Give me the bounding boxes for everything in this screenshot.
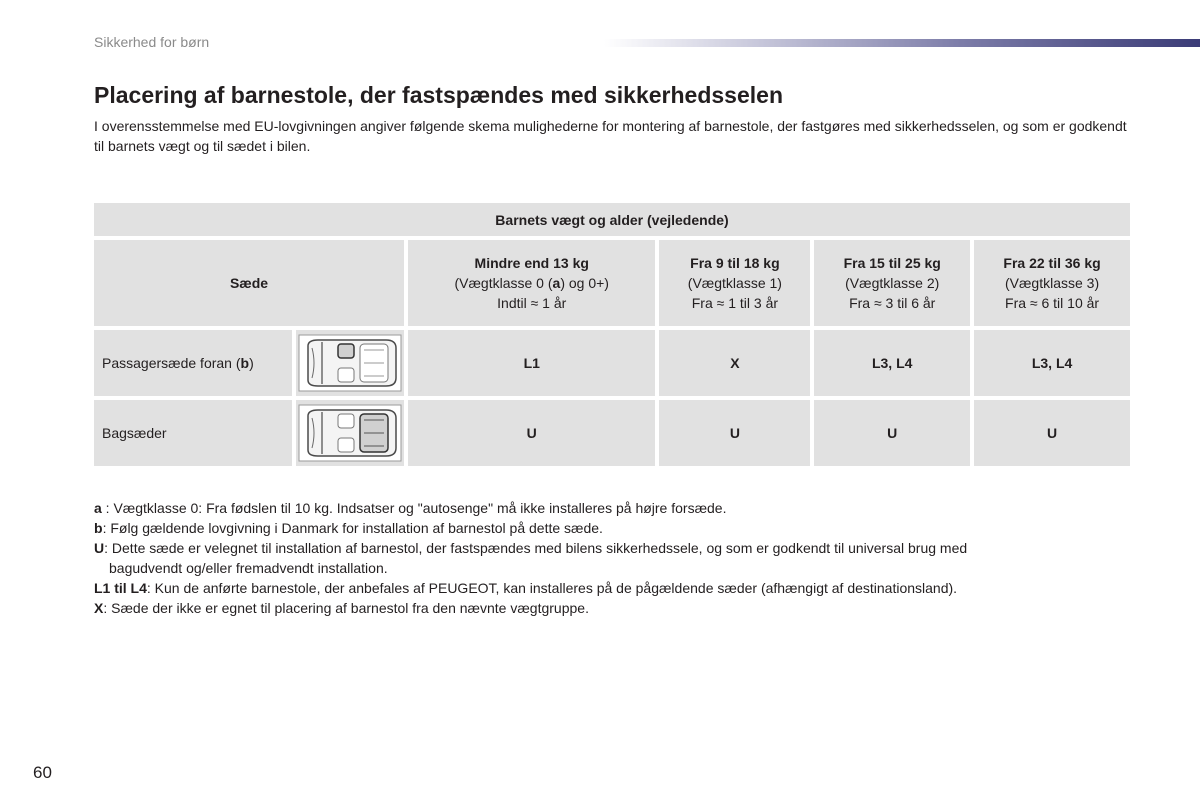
table-cell: L1 [408,330,655,396]
age-range: Indtil ≈ 1 år [497,295,567,311]
weight-range: Fra 15 til 25 kg [843,255,941,271]
table-cell: L3, L4 [974,330,1130,396]
car-cell [296,400,404,466]
child-seat-table [90,199,1134,470]
table-cell: L3, L4 [814,330,970,396]
age-range: Fra ≈ 6 til 10 år [1005,295,1100,311]
page-number: 60 [33,763,52,782]
weight-class-header [814,240,970,326]
seat-column-header: Sæde [94,240,404,326]
footnote: X: Sæde der ikke er egnet til placering af barnestol fra den nævnte vægtgruppe. [94,600,589,616]
seat-label-rear: Bagsæder [94,400,292,466]
footnote: L1 til L4: Kun de anførte barnestole, der anbefales af PEUGEOT, kan installeres på de pågældende sæder (afhængigt af destinationsland). [94,580,958,596]
intro-paragraph: I overensstemmelse med EU-lovgivningen angiver følgende skema mulighederne for montering af barnestole, der fastgøres med sikkerhedsselen, og som er godkendt til barnets vægt og til sædet i bilen. [94,118,1127,154]
car-front-seat-icon [298,334,402,392]
weight-range: Fra 9 til 18 kg [690,255,780,271]
weight-range: Mindre end 13 kg [474,255,589,271]
footnotes [94,498,1154,618]
weight-class-header [659,240,810,326]
page-title: Placering af barnestole, der fastspændes med sikkerhedsselen [94,82,784,108]
weight-class-label: (Vægtklasse 3) [1004,275,1100,291]
age-range: Fra ≈ 3 til 6 år [849,295,936,311]
header-gradient-bar [604,39,1200,47]
car-rear-seats-icon [298,404,402,462]
table-row [94,330,1130,396]
section-header: Sikkerhed for børn [94,34,210,50]
weight-class-label: (Vægtklasse 0 (a) og 0+) [454,275,609,291]
table-cell: U [974,400,1130,466]
table-cell: U [814,400,970,466]
weight-class-label: (Vægtklasse 1) [687,275,782,291]
table-group-header: Barnets vægt og alder (vejledende) [94,203,1130,236]
table-cell: U [659,400,810,466]
weight-class-label: (Vægtklasse 2) [845,275,940,291]
weight-class-header [974,240,1130,326]
footnote: b: Følg gældende lovgivning i Danmark for installation af barnestol på dette sæde. [94,520,603,536]
footnote: a : Vægtklasse 0: Fra fødslen til 10 kg. Indsatser og "autosenge" må ikke installeres på højre forsæde. [94,500,727,516]
table-row [94,400,1130,466]
footnote: U: Dette sæde er velegnet til installation af barnestol, der fastspændes med bilens sikkerhedssele, og som er godkendt til universal brug med [94,540,968,556]
weight-class-header [408,240,655,326]
table-cell: U [408,400,655,466]
seat-label-front: Passagersæde foran (b) [94,330,292,396]
weight-range: Fra 22 til 36 kg [1003,255,1101,271]
footnote-continuation: bagudvendt og/eller fremadvendt installation. [109,560,388,576]
car-cell [296,330,404,396]
table-cell: X [659,330,810,396]
age-range: Fra ≈ 1 til 3 år [691,295,779,311]
